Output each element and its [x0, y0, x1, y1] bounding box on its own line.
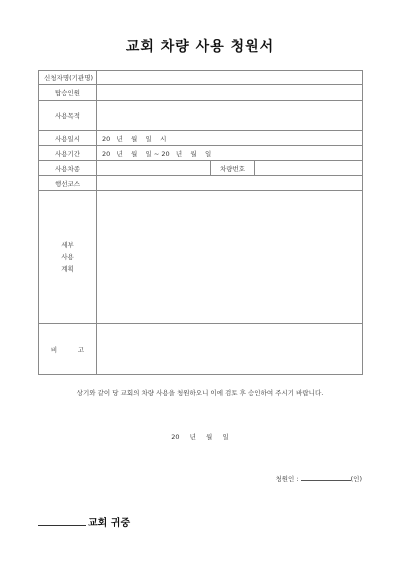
field-purpose[interactable] [97, 101, 363, 131]
applicant-label: 청원인 : [275, 475, 299, 483]
label-purpose: 사용목적 [39, 101, 97, 131]
field-use-period[interactable]: 20 년 월 일 ~ 20 년 월 일 [97, 146, 363, 161]
field-vehicle-number[interactable] [255, 161, 363, 176]
label-route: 행선코스 [39, 176, 97, 191]
row-detail-plan [39, 191, 363, 324]
field-passengers[interactable] [97, 85, 363, 101]
label-applicant-dept: 신청자명(기관명) [39, 71, 97, 85]
label-detail-plan-2: 사용 [61, 253, 74, 261]
row-route [39, 176, 363, 191]
field-route[interactable] [97, 176, 363, 191]
row-applicant [39, 71, 363, 85]
addressee [38, 514, 130, 529]
label-remarks: 비 고 [39, 324, 97, 375]
field-detail-plan[interactable] [97, 191, 363, 324]
row-remarks [39, 324, 363, 375]
label-use-time: 사용일시 [39, 131, 97, 146]
row-use-time [39, 131, 363, 146]
field-remarks[interactable] [97, 324, 363, 375]
label-use-period: 사용기간 [39, 146, 97, 161]
request-form-table [38, 70, 363, 375]
field-vehicle-type[interactable] [97, 161, 211, 176]
row-use-period [39, 146, 363, 161]
request-statement: 상기와 같이 당 교회의 차량 사용을 청원하오니 이에 검토 후 승인하여 주시기 바랍니다. [76, 389, 324, 397]
applicant-name-line[interactable] [301, 474, 351, 481]
label-passengers: 탑승인원 [39, 85, 97, 101]
label-vehicle-number: 차량번호 [211, 161, 255, 176]
label-vehicle-type: 사용차종 [39, 161, 97, 176]
row-vehicle [39, 161, 363, 176]
church-name-line[interactable] [38, 515, 86, 526]
row-purpose [39, 101, 363, 131]
field-applicant-dept[interactable] [97, 71, 363, 85]
applicant-signature [275, 474, 362, 483]
row-passengers [39, 85, 363, 101]
label-detail-plan-1: 세부 [61, 241, 74, 249]
label-detail-plan-3: 계획 [61, 265, 74, 273]
label-detail-plan [39, 191, 97, 324]
field-use-time[interactable]: 20 년 월 일 시 [97, 131, 363, 146]
addressee-text: 교회 귀중 [88, 518, 131, 529]
date-line: 20 년 월 일 [171, 433, 229, 441]
seal-mark: (인) [350, 475, 362, 483]
page-title: 교회 차량 사용 청원서 [125, 39, 275, 55]
